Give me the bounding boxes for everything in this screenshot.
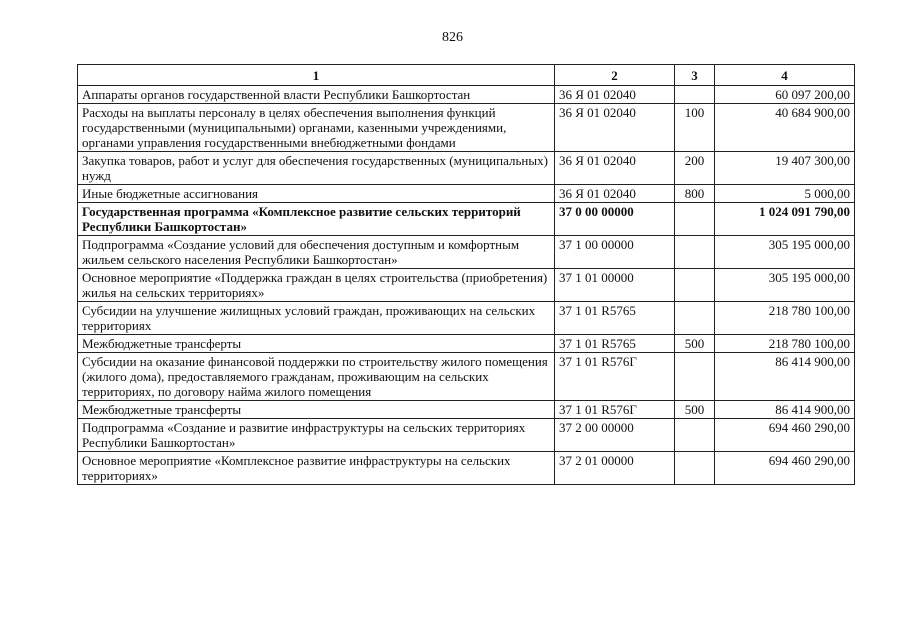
row-name: Закупка товаров, работ и услуг для обеспечения государственных (муниципальных) нужд (78, 152, 555, 185)
row-expense-kind: 500 (675, 335, 715, 353)
row-expense-kind: 800 (675, 185, 715, 203)
row-code: 37 1 01 R576Г (555, 401, 675, 419)
row-name: Иные бюджетные ассигнования (78, 185, 555, 203)
header-col-1: 1 (78, 65, 555, 86)
header-col-4: 4 (715, 65, 855, 86)
table-row (78, 185, 855, 203)
row-name: Субсидии на оказание финансовой поддержки по строительству жилого помещения (жилого дома), предоставляемого гражданам, проживающим на сельских территориях, по договору найма жилого помещения (78, 353, 555, 401)
row-amount: 19 407 300,00 (715, 152, 855, 185)
row-code: 37 0 00 00000 (555, 203, 675, 236)
table-body (78, 86, 855, 485)
row-code: 37 2 01 00000 (555, 452, 675, 485)
row-code: 37 1 01 R5765 (555, 335, 675, 353)
row-code: 37 1 01 R576Г (555, 353, 675, 401)
budget-table (77, 64, 855, 485)
row-name: Расходы на выплаты персоналу в целях обеспечения выполнения функций государственными (муниципальными) органами, казенными учреждениями, органами управления государственными внебюджетными фондами (78, 104, 555, 152)
row-amount: 218 780 100,00 (715, 302, 855, 335)
table-row (78, 302, 855, 335)
table-header (78, 65, 855, 86)
table-row (78, 452, 855, 485)
table-row (78, 152, 855, 185)
row-amount: 305 195 000,00 (715, 269, 855, 302)
row-name: Аппараты органов государственной власти Республики Башкортостан (78, 86, 555, 104)
table-row (78, 335, 855, 353)
row-name: Субсидии на улучшение жилищных условий граждан, проживающих на сельских территориях (78, 302, 555, 335)
row-code: 36 Я 01 02040 (555, 152, 675, 185)
row-amount: 5 000,00 (715, 185, 855, 203)
row-code: 36 Я 01 02040 (555, 104, 675, 152)
row-amount: 305 195 000,00 (715, 236, 855, 269)
row-name: Государственная программа «Комплексное развитие сельских территорий Республики Башкортостан» (78, 203, 555, 236)
row-name: Основное мероприятие «Поддержка граждан в целях строительства (приобретения) жилья на сельских территориях» (78, 269, 555, 302)
table-row (78, 203, 855, 236)
header-col-2: 2 (555, 65, 675, 86)
page-number: 826 (442, 30, 463, 45)
table-row (78, 419, 855, 452)
table-row (78, 86, 855, 104)
row-code: 36 Я 01 02040 (555, 185, 675, 203)
row-code: 37 1 01 R5765 (555, 302, 675, 335)
row-expense-kind (675, 86, 715, 104)
row-name: Межбюджетные трансферты (78, 335, 555, 353)
row-expense-kind (675, 452, 715, 485)
header-row (78, 65, 855, 86)
row-expense-kind: 100 (675, 104, 715, 152)
row-amount: 86 414 900,00 (715, 401, 855, 419)
row-amount: 60 097 200,00 (715, 86, 855, 104)
row-expense-kind: 200 (675, 152, 715, 185)
row-expense-kind (675, 203, 715, 236)
row-name: Основное мероприятие «Комплексное развитие инфраструктуры на сельских территориях» (78, 452, 555, 485)
row-expense-kind: 500 (675, 401, 715, 419)
row-code: 37 1 00 00000 (555, 236, 675, 269)
row-expense-kind (675, 236, 715, 269)
row-amount: 40 684 900,00 (715, 104, 855, 152)
row-expense-kind (675, 419, 715, 452)
row-name: Подпрограмма «Создание и развитие инфраструктуры на сельских территориях Республики Башкортостан» (78, 419, 555, 452)
table-row (78, 353, 855, 401)
row-name: Подпрограмма «Создание условий для обеспечения доступным и комфортным жильем сельского населения Республики Башкортостан» (78, 236, 555, 269)
table-row (78, 236, 855, 269)
row-code: 37 2 00 00000 (555, 419, 675, 452)
table-row (78, 104, 855, 152)
table-row (78, 401, 855, 419)
row-amount: 86 414 900,00 (715, 353, 855, 401)
header-col-3: 3 (675, 65, 715, 86)
table-row (78, 269, 855, 302)
row-code: 37 1 01 00000 (555, 269, 675, 302)
row-amount: 1 024 091 790,00 (715, 203, 855, 236)
row-amount: 218 780 100,00 (715, 335, 855, 353)
row-expense-kind (675, 269, 715, 302)
row-expense-kind (675, 302, 715, 335)
row-code: 36 Я 01 02040 (555, 86, 675, 104)
row-amount: 694 460 290,00 (715, 419, 855, 452)
row-expense-kind (675, 353, 715, 401)
row-amount: 694 460 290,00 (715, 452, 855, 485)
row-name: Межбюджетные трансферты (78, 401, 555, 419)
